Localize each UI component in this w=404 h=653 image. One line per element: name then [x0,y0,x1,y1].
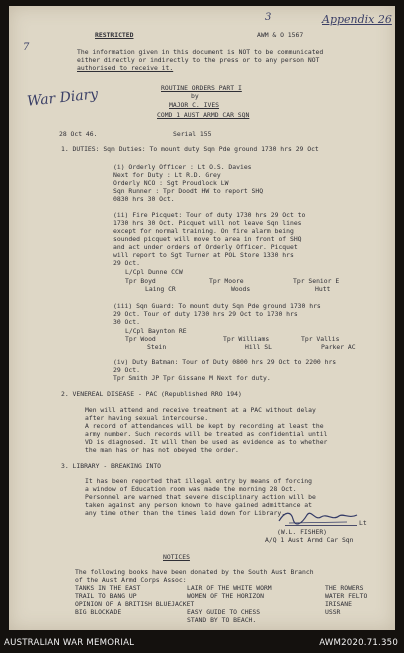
notice-line: The information given in this document is NOT to be communicated [77,48,324,56]
picquet-member: Hutt [315,285,331,293]
orders-title: ROUTINE ORDERS PART I [161,84,242,92]
orderly-line: 0830 hrs 30 Oct. [113,195,175,203]
book-title: EASY GUIDE TO CHESS [187,608,261,616]
book-title: TRAIL TO BANG UP [75,592,137,600]
appendix-annotation: Appendix 26 [322,13,392,26]
archive-name: AUSTRALIAN WAR MEMORIAL [4,638,135,648]
orders-date: 28 Oct 46. [59,130,98,138]
notices-intro: of the Aust Armd Corps Assoc: [75,576,187,584]
picquet-line: except for normal training. On fire alarm being [113,227,294,235]
signature-rank: Lt [359,519,367,527]
orders-serial: Serial 155 [173,130,212,138]
batman-line: Tpr Smith JP Tpr Gissane M Next for duty. [113,374,271,382]
picquet-member: Tpr Moore [209,277,244,285]
notice-line: authorised to receive it. [77,64,174,72]
book-title: OPINION OF A BRITISH BLUEJACKET [75,600,195,608]
picquet-line: and act under orders of Orderly Officer. Picquet [113,243,298,251]
guard-line: 29 Oct. Tour of duty 1730 hrs 29 Oct to 1730 hrs [113,310,298,318]
duties-heading: 1. DUTIES: Sqn Duties: To mount duty Sqn Pde ground 1730 hrs 29 Oct [61,145,319,153]
signature-line [285,525,357,526]
picquet-member: Tpr Boyd [125,277,156,285]
war-diary-annotation: War Diary [26,86,99,110]
picquet-line: 29 Oct. [113,259,140,267]
library-line: Personnel are warned that severe disciplinary action will be [85,493,316,501]
book-title: IRISANE [325,600,352,608]
notices-intro: The following books have been donated by the South Aust Branch [75,568,314,576]
reference-number: AWM & O 1567 [257,31,304,39]
book-title: THE ROWERS [325,584,364,592]
classification-label: RESTRICTED [95,31,134,39]
guard-member: Stein [147,343,167,351]
picquet-line: will report to Sgt Turner at POL Store 1330 hrs [113,251,294,259]
orders-unit: COMD 1 AUST ARMD CAR SQN [157,111,250,119]
orders-officer: MAJOR C. IVES [169,101,220,109]
guard-line: (iii) Sqn Guard: To mount duty Sqn Pde ground 1730 hrs [113,302,321,310]
page-number: 3 [265,12,272,23]
library-line: a window of Education room was made the morning 28 Oct. [85,485,297,493]
library-line: It has been reported that illegal entry by means of forcing [85,477,313,485]
notice-line: either directly or indirectly to the press or to any person NOT [77,56,320,64]
guard-member: Parker AC [321,343,356,351]
venereal-line: A record of attendances will be kept by recording at least the [85,422,324,430]
library-heading: 3. LIBRARY - BREAKING INTO [61,462,162,470]
picquet-corporal: L/Cpl Dunne CCW [125,268,183,276]
orderly-line: Sqn Runner : Tpr Doodt HW to report SHQ [113,187,264,195]
signatory-title: A/Q 1 Aust Armd Car Sqn [265,536,354,544]
guard-member: Hill SL [245,343,272,351]
picquet-member: Woods [231,285,251,293]
venereal-line: army number. Such records will be treated as confidential until [85,430,328,438]
book-title: WOMEN OF THE HORIZON [187,592,264,600]
guard-member: Tpr Wood [125,335,156,343]
guard-member: Tpr Williams [223,335,270,343]
guard-corporal: L/Cpl Baynton RE [125,327,187,335]
venereal-line: VD is diagnosed. It will then be used as evidence as to whether [85,438,328,446]
picquet-line: 1730 hrs 30 Oct. Picquet will not leave Sqn lines [113,219,302,227]
orderly-line: Orderly NCO : Sgt Proudlock LW [113,179,229,187]
batman-line: (iv) Duty Batman: Tour of Duty 0800 hrs 29 Oct to 2200 hrs [113,358,337,366]
book-title: USSR [325,608,341,616]
guard-line: 30 Oct. [113,318,140,326]
venereal-line: after having sexual intercourse. [85,414,209,422]
venereal-line: the man has or has not obeyed the order. [85,446,239,454]
picquet-member: Tpr Senior E [293,277,340,285]
library-line: any time other than the times laid down for Library. [85,509,286,517]
signatory-name: (W.L. FISHER) [277,528,328,536]
venereal-heading: 2. VENEREAL DISEASE - PAC (Republished RRO 194) [61,390,242,398]
notices-heading: NOTICES [163,553,190,561]
picquet-line: sounded picquet will move to area in front of SHQ [113,235,302,243]
venereal-line: Men will attend and receive treatment at a PAC without delay [85,406,316,414]
book-title: TANKS IN THE EAST [75,584,141,592]
archive-footer [0,636,404,653]
orders-by: by [191,92,199,100]
handwritten-signature [277,507,359,527]
margin-mark: 7 [23,42,30,53]
book-title: LAIR OF THE WHITE WORM [187,584,272,592]
orderly-line: Next for Duty : Lt R.D. Grey [113,171,221,179]
picquet-member: Laing CR [145,285,176,293]
archive-reference: AWM2020.71.350 [319,638,398,648]
library-line: taken against any person known to have gained admittance at [85,501,313,509]
document-page [9,6,395,630]
guard-member: Tpr Vallis [301,335,340,343]
batman-line: 29 Oct. [113,366,140,374]
picquet-line: (ii) Fire Picquet: Tour of duty 1730 hrs 29 Oct to [113,211,306,219]
book-title: BIG BLOCKADE [75,608,122,616]
orderly-line: (i) Orderly Officer : Lt O.S. Davies [113,163,252,171]
book-title: STAND BY TO BEACH. [187,616,257,624]
book-title: WATER FELTO [325,592,368,600]
